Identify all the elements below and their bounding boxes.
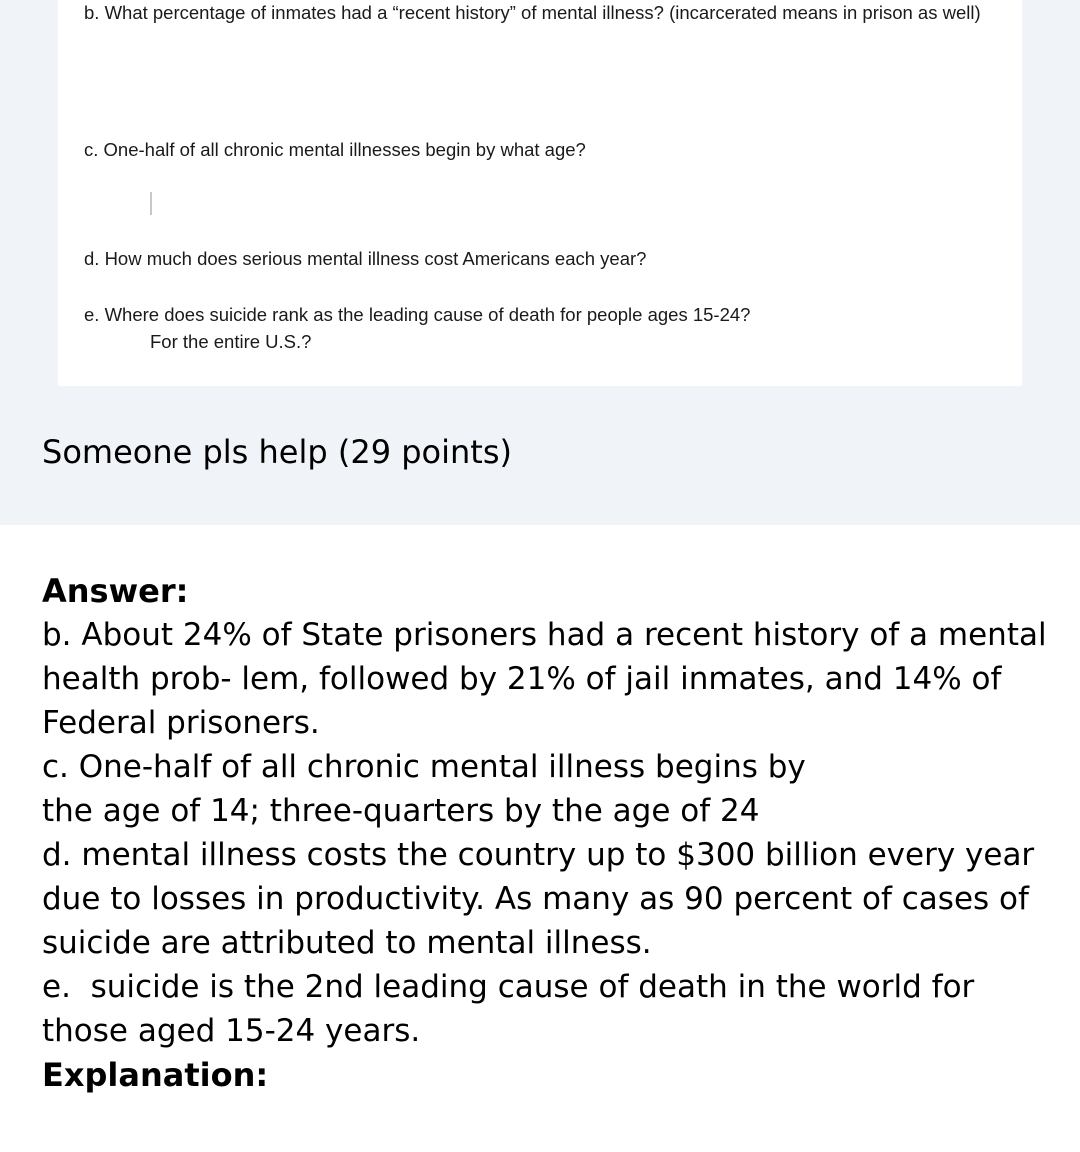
answer-heading: Answer:	[42, 572, 189, 610]
question-item-c: c. One-half of all chronic mental illnesses begin by what age?	[84, 139, 586, 160]
answer-line-d: d. mental illness costs the country up to $300 billion every year due to losses in productivity. As many as 90 percent of cases of suicide are attributed to mental illness.	[42, 837, 1045, 961]
question-caption: Someone pls help (29 points)	[42, 433, 512, 471]
answer-line-c1: c. One-half of all chronic mental illness begins by	[42, 749, 806, 785]
answer-line-b: b. About 24% of State prisoners had a recent history of a mental health prob- lem, followed by 21% of jail inmates, and 14% of Federal prisoners.	[42, 617, 1057, 741]
text-cursor	[150, 192, 152, 215]
question-item-d: d. How much does serious mental illness cost Americans each year?	[84, 248, 647, 269]
question-item-e-sub: For the entire U.S.?	[150, 331, 312, 352]
explanation-heading: Explanation:	[42, 1056, 269, 1094]
question-image	[58, 0, 1022, 386]
answer-line-e: e. suicide is the 2nd leading cause of death in the world for those aged 15-24 years.	[42, 969, 985, 1049]
question-item-e: e. Where does suicide rank as the leading cause of death for people ages 15-24?	[84, 304, 751, 325]
question-item-b: b. What percentage of inmates had a “recent history” of mental illness? (incarcerated means in prison as well)	[84, 2, 981, 23]
answer-section	[42, 569, 1057, 1097]
answer-line-c2: the age of 14; three-quarters by the age of 24	[42, 793, 760, 829]
question-section	[0, 0, 1080, 525]
